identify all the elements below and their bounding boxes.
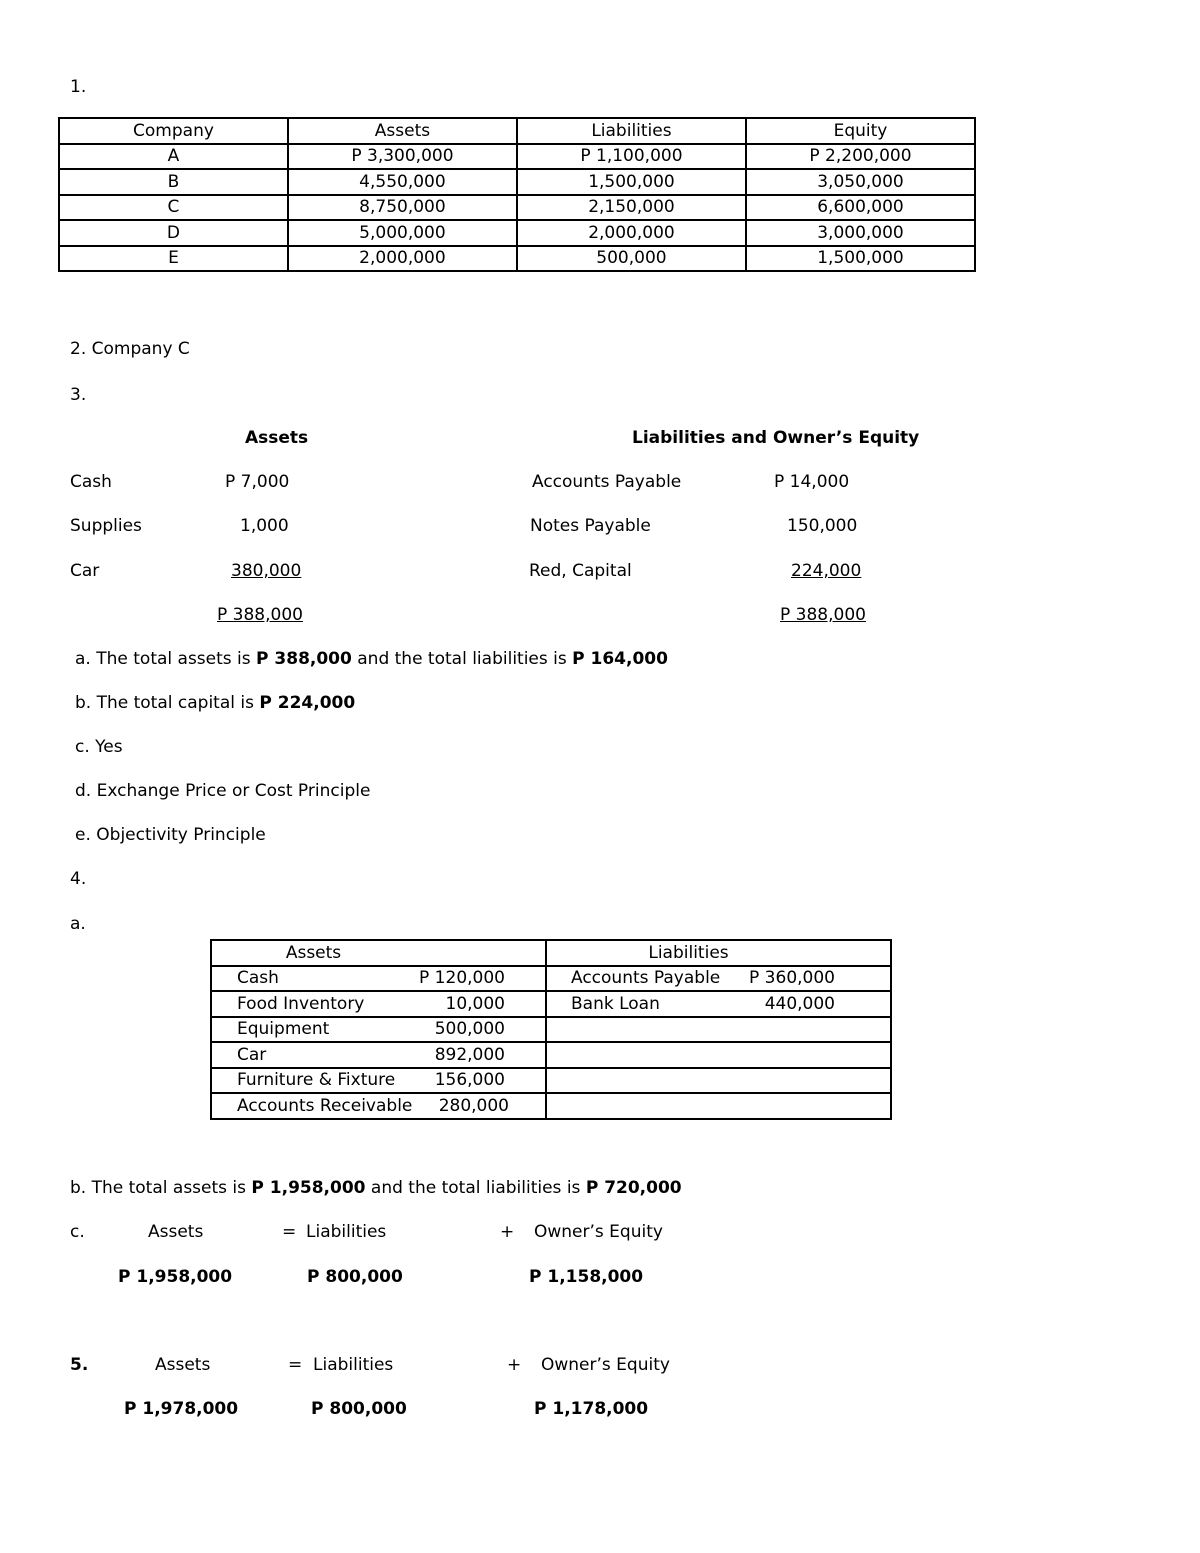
cell-equity: 3,050,000 <box>746 169 975 195</box>
q5-equity-value: P 1,178,000 <box>534 1399 649 1419</box>
asset-label: Cash <box>70 472 112 492</box>
liability-label: Notes Payable <box>530 516 651 536</box>
cell-equity: P 2,200,000 <box>746 144 975 170</box>
c-liabilities-value: P 800,000 <box>307 1267 403 1287</box>
table-row <box>211 966 891 992</box>
assets-total: P 388,000 <box>217 605 303 625</box>
q1-number: 1. <box>70 77 87 97</box>
c-equity-value: P 1,158,000 <box>529 1267 644 1287</box>
liability-cell <box>546 1042 891 1068</box>
liability-value: 150,000 <box>787 516 858 536</box>
q3-answer-b: b. The total capital is P 224,000 <box>75 693 356 713</box>
table-row <box>59 169 975 195</box>
cell-company: E <box>59 246 288 272</box>
asset-cell: Accounts Receivable 280,000 <box>211 1093 546 1119</box>
header-liabilities: Liabilities <box>546 940 891 966</box>
header-assets: Assets <box>288 118 517 144</box>
table-header-row <box>59 118 975 144</box>
table-row <box>211 1042 891 1068</box>
asset-label: Supplies <box>70 516 142 536</box>
asset-cell: Furniture & Fixture 156,000 <box>211 1068 546 1094</box>
cell-equity: 3,000,000 <box>746 220 975 246</box>
q4-a-label: a. <box>70 914 86 934</box>
liability-cell <box>546 1068 891 1094</box>
cell-equity: 6,600,000 <box>746 195 975 221</box>
cell-company: D <box>59 220 288 246</box>
cell-assets: P 3,300,000 <box>288 144 517 170</box>
liability-value: P 14,000 <box>774 472 850 492</box>
asset-value: 380,000 <box>231 561 302 581</box>
eq-equity: Owner’s Equity <box>534 1222 663 1242</box>
table-row <box>211 1093 891 1119</box>
header-assets: Assets <box>211 940 546 966</box>
table-header-row <box>211 940 891 966</box>
cell-liabilities: 2,150,000 <box>517 195 746 221</box>
eq-plus: + <box>500 1222 515 1242</box>
asset-cell: Cash P 120,000 <box>211 966 546 992</box>
eq-plus: + <box>507 1355 522 1375</box>
q3-assets-heading: Assets <box>245 428 309 448</box>
liability-cell: Bank Loan 440,000 <box>546 991 891 1017</box>
table-row <box>59 195 975 221</box>
asset-cell: Equipment 500,000 <box>211 1017 546 1043</box>
liability-cell: Accounts Payable P 360,000 <box>546 966 891 992</box>
cell-liabilities: 1,500,000 <box>517 169 746 195</box>
eq-equals: = <box>282 1222 297 1242</box>
eq-assets: Assets <box>155 1355 211 1375</box>
cell-assets: 8,750,000 <box>288 195 517 221</box>
c-assets-value: P 1,958,000 <box>118 1267 233 1287</box>
q4-answer-b: b. The total assets is P 1,958,000 and the total liabilities is P 720,000 <box>70 1178 682 1198</box>
header-liabilities: Liabilities <box>517 118 746 144</box>
cell-company: B <box>59 169 288 195</box>
liability-cell <box>546 1017 891 1043</box>
q5-number: 5. <box>70 1355 89 1375</box>
cell-equity: 1,500,000 <box>746 246 975 272</box>
q3-answer-c: c. Yes <box>75 737 123 757</box>
table-row <box>59 246 975 272</box>
asset-label: Car <box>70 561 100 581</box>
table-row <box>211 1017 891 1043</box>
q3-liabilities-heading: Liabilities and Owner’s Equity <box>632 428 920 448</box>
asset-cell: Food Inventory 10,000 <box>211 991 546 1017</box>
eq-liabilities: Liabilities <box>306 1222 387 1242</box>
balance-table <box>210 939 892 1120</box>
cell-liabilities: 500,000 <box>517 246 746 272</box>
q4-number: 4. <box>70 869 87 889</box>
q5-liabilities-value: P 800,000 <box>311 1399 407 1419</box>
q4-c-label: c. <box>70 1222 85 1242</box>
liabilities-total: P 388,000 <box>780 605 866 625</box>
asset-value: 1,000 <box>240 516 289 536</box>
cell-assets: 2,000,000 <box>288 246 517 272</box>
liability-label: Accounts Payable <box>532 472 682 492</box>
eq-assets: Assets <box>148 1222 204 1242</box>
table-row <box>59 220 975 246</box>
q2-answer: 2. Company C <box>70 339 190 359</box>
cell-assets: 5,000,000 <box>288 220 517 246</box>
q3-answer-d: d. Exchange Price or Cost Principle <box>75 781 371 801</box>
liability-cell <box>546 1093 891 1119</box>
eq-equity: Owner’s Equity <box>541 1355 670 1375</box>
company-table <box>58 117 976 272</box>
eq-liabilities: Liabilities <box>313 1355 394 1375</box>
cell-liabilities: P 1,100,000 <box>517 144 746 170</box>
header-company: Company <box>59 118 288 144</box>
header-equity: Equity <box>746 118 975 144</box>
cell-liabilities: 2,000,000 <box>517 220 746 246</box>
asset-value: P 7,000 <box>225 472 290 492</box>
liability-label: Red, Capital <box>529 561 632 581</box>
table-row <box>211 1068 891 1094</box>
eq-equals: = <box>288 1355 303 1375</box>
cell-company: A <box>59 144 288 170</box>
table-row <box>59 144 975 170</box>
table-row <box>211 991 891 1017</box>
cell-assets: 4,550,000 <box>288 169 517 195</box>
q5-assets-value: P 1,978,000 <box>124 1399 239 1419</box>
liability-value: 224,000 <box>791 561 862 581</box>
q3-answer-a: a. The total assets is P 388,000 and the total liabilities is P 164,000 <box>75 649 668 669</box>
asset-cell: Car 892,000 <box>211 1042 546 1068</box>
q3-number: 3. <box>70 385 87 405</box>
cell-company: C <box>59 195 288 221</box>
q3-answer-e: e. Objectivity Principle <box>75 825 266 845</box>
